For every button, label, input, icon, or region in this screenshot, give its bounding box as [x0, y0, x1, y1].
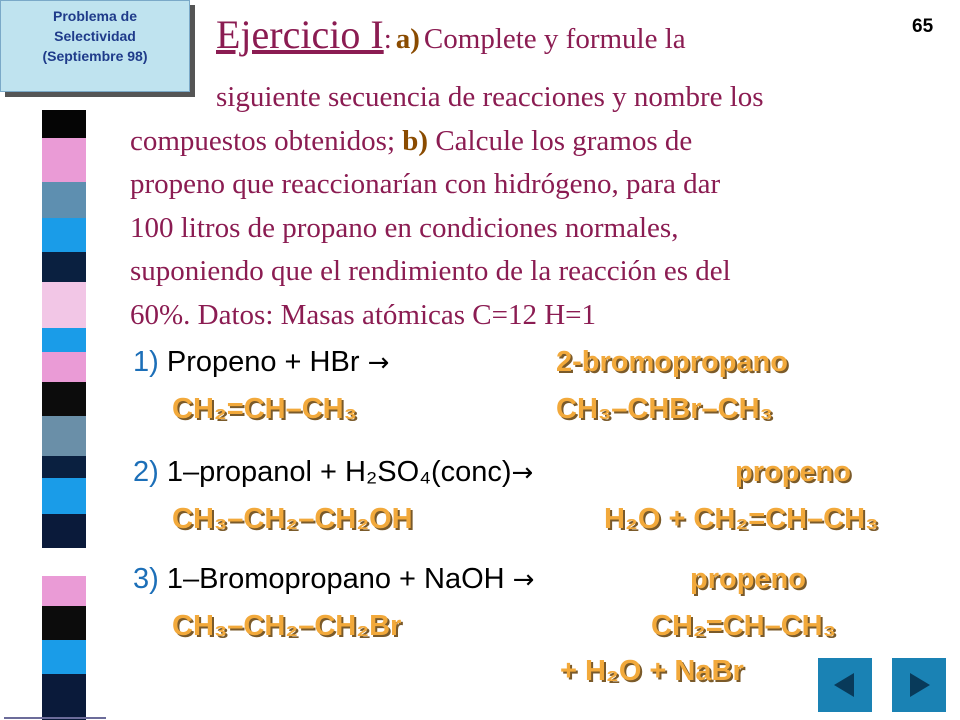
reaction-2-product-name: propeno [735, 456, 851, 488]
statement-line-6: 60%. Datos: Masas atómicas C=12 H=1 [130, 298, 597, 331]
reaction-1-product-name: 2-bromopropano [556, 346, 788, 378]
reaction-2-number: 2) [133, 456, 159, 488]
previous-slide-button[interactable] [818, 658, 872, 712]
bottom-divider [4, 717, 106, 719]
triangle-left-icon [834, 673, 854, 697]
reaction-2-equation [133, 456, 533, 489]
reaction-1-equation [133, 346, 389, 379]
reaction-1-product-formula: CH₃–CHBr–CH₃ [556, 393, 773, 425]
statement-line-3: propeno que reaccionarían con hidrógeno, para dar [130, 168, 721, 200]
arrow-icon: → [511, 458, 534, 488]
part-a-label: a) [395, 23, 420, 55]
exercise-heading: Ejercicio I [216, 12, 384, 57]
badge-line-3: (Septiembre 98) [42, 48, 148, 64]
reaction-3-product-formula: CH₂=CH–CH₃ [651, 610, 837, 642]
statement-line-1: siguiente secuencia de reacciones y nombre los [216, 81, 764, 113]
arrow-icon: → [512, 565, 535, 595]
problem-statement [130, 76, 920, 337]
statement-line-2-start: compuestos obtenidos; [130, 124, 396, 157]
arrow-icon: → [367, 348, 390, 378]
part-b-label: b) [402, 124, 429, 157]
triangle-right-icon [910, 673, 930, 697]
reaction-2-product-formula: H₂O + CH₂=CH–CH₃ [604, 503, 879, 535]
statement-line-2-end: Calcule los gramos de [435, 124, 693, 157]
next-slide-button[interactable] [892, 658, 946, 712]
reaction-1-reactant-formula: CH₂=CH–CH₃ [172, 393, 358, 425]
reaction-3-equation [133, 563, 534, 596]
reaction-3-extra-products: + H₂O + NaBr [560, 655, 744, 687]
part-a-text: Complete y formule la [423, 23, 686, 55]
reaction-1-reactants: Propeno + HBr [166, 346, 360, 378]
reaction-2-reactants: 1–propanol + H₂SO₄(conc) [166, 456, 512, 488]
reaction-1-number: 1) [133, 346, 159, 378]
reaction-2-reactant-formula: CH₃–CH₂–CH₂OH [172, 503, 413, 535]
reaction-3-reactants: 1–Bromopropano + NaOH [166, 563, 505, 595]
badge-line-2: Selectividad [54, 28, 136, 44]
statement-line-2 [130, 120, 920, 164]
statement-line-5: suponiendo que el rendimiento de la reacción es del [130, 255, 731, 287]
decorative-stripe-bar [42, 0, 86, 720]
reaction-3-reactant-formula: CH₃–CH₂–CH₂Br [172, 610, 402, 642]
page-number: 65 [912, 16, 934, 37]
reaction-3-number: 3) [133, 563, 159, 595]
exercise-title [216, 10, 686, 69]
statement-line-4: 100 litros de propano en condiciones normales, [130, 211, 679, 244]
badge-line-1: Problema de [52, 8, 138, 24]
heading-colon: : [383, 23, 392, 55]
reaction-3-product-name: propeno [690, 563, 806, 595]
